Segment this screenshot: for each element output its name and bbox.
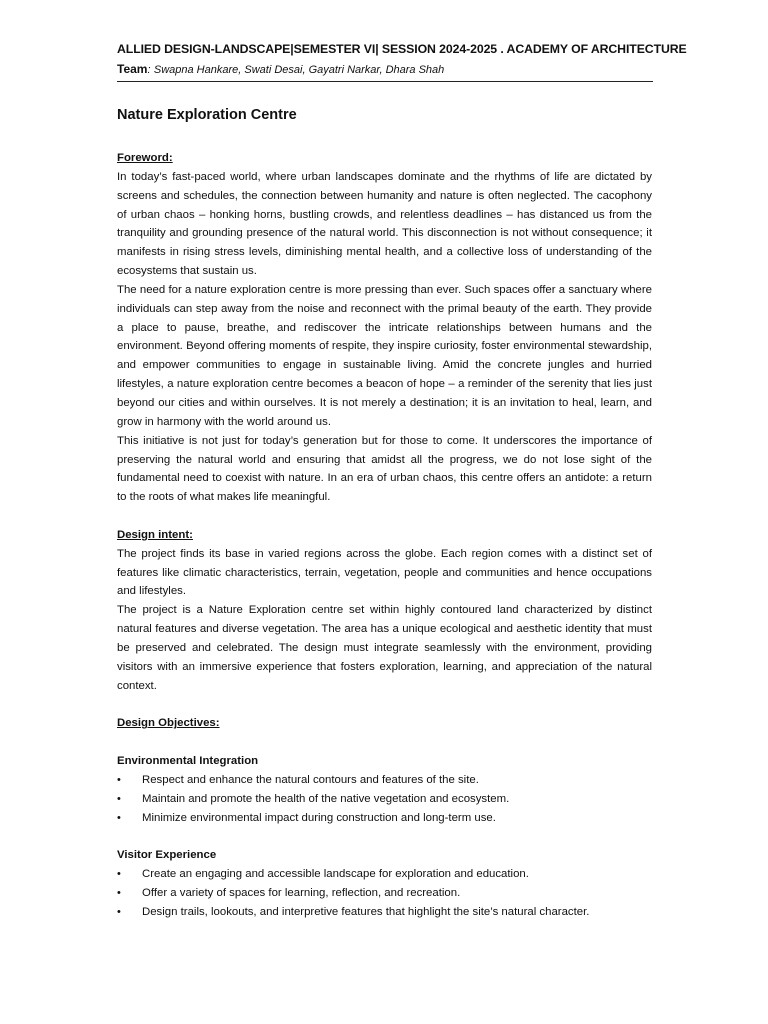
list-item-text: Minimize environmental impact during construction and long-term use.: [142, 811, 496, 824]
spacer: [117, 827, 652, 846]
bullet-icon: •: [117, 773, 121, 786]
bullet-icon: •: [117, 905, 121, 918]
list-item-text: Create an engaging and accessible landscape for exploration and education.: [142, 868, 529, 881]
foreword-paragraph: In today’s fast-paced world, where urban landscapes dominate and the rhythms of life are dictated by screens and schedules, the connection between humanity and nature is often neglected. The cacophony of urban chaos – honking horns, bustling crowds, and relentless deadlines – has distanced us from the tranquility and grounding presence of the natural world. This disconnection is not without consequence; it manifests in rising stress levels, diminishing mental health, and a collective loss of understanding of the ecosystems that sustain us.: [117, 170, 652, 278]
page-title: Nature Exploration Centre: [117, 107, 297, 123]
list-item-text: Respect and enhance the natural contours and features of the site.: [142, 773, 479, 786]
list-item: [117, 884, 652, 903]
objective-group-title: Environmental Integration: [117, 755, 259, 767]
team-names: Swapna Hankare, Swati Desai, Gayatri Narkar, Dhara Shah: [153, 64, 445, 76]
objective-list: [117, 865, 652, 922]
list-item-text: Design trails, lookouts, and interpretive features that highlight the site’s natural character.: [142, 905, 590, 918]
design-intent-paragraph: The project is a Nature Exploration centre set within highly contoured land characterized by distinct natural features and diverse vegetation. The area has a unique ecological and aesthetic identity that must be preserved and celebrated. The design must integrate seamlessly with the environment, providing visitors with an immersive experience that fosters exploration, learning, and appreciation of the natural context.: [117, 604, 652, 692]
header-course-line: ALLIED DESIGN-LANDSCAPE|SEMESTER VI| SESSION 2024-2025 . ACADEMY OF ARCHITECTURE: [117, 42, 687, 56]
spacer: [117, 695, 652, 714]
design-intent-paragraph: The project finds its base in varied regions across the globe. Each region comes with a distinct set of features like climatic characteristics, terrain, vegetation, people and communities and hence occupations and lifestyles.: [117, 547, 652, 598]
list-item: [117, 771, 652, 790]
list-item-text: Offer a variety of spaces for learning, reflection, and recreation.: [142, 886, 461, 899]
spacer: [117, 733, 652, 752]
objective-group-title: Visitor Experience: [117, 849, 217, 862]
list-item-text: Maintain and promote the health of the native vegetation and ecosystem.: [142, 792, 510, 805]
header-divider: [117, 81, 653, 82]
foreword-heading: Foreword:: [117, 152, 173, 164]
bullet-icon: •: [117, 792, 121, 805]
team-label: Team: [117, 62, 148, 76]
bullet-icon: •: [117, 886, 121, 899]
design-objectives-heading: Design Objectives:: [117, 717, 220, 730]
bullet-icon: •: [117, 868, 121, 881]
foreword-paragraph: This initiative is not just for today’s generation but for those to come. It underscores the importance of preserving the natural world and ensuring that amidst all the progress, we do not lose sight of the fundamental need to coexist with nature. In an era of urban chaos, this centre offers an antidote: a return to the roots of what makes life meaningful.: [117, 434, 652, 504]
document-body: [117, 149, 652, 922]
header-team-line: [117, 62, 444, 76]
list-item: [117, 809, 652, 828]
team-colon: :: [147, 64, 151, 76]
list-item: [117, 903, 652, 922]
list-item: [117, 790, 652, 809]
list-item: [117, 865, 652, 884]
foreword-paragraph: The need for a nature exploration centre is more pressing than ever. Such spaces offer a sanctuary where individuals can step away from the noise and reconnect with the primal beauty of the earth. They provide a place to pause, breathe, and rediscover the intricate relationships between humans and the environment. Beyond offering moments of respite, they inspire curiosity, foster environmental stewardship, and empower communities to engage in sustainable living. Amid the concrete jungles and hurried lifestyles, a nature exploration centre becomes a beacon of hope – a reminder of the serenity that lies just beyond our cities and within ourselves. It is not merely a destination; it is an invitation to heal, learn, and grow in harmony with the world around us.: [117, 283, 652, 428]
objective-list: [117, 771, 652, 828]
bullet-icon: •: [117, 811, 121, 824]
spacer: [117, 507, 652, 526]
design-intent-heading: Design intent:: [117, 528, 193, 541]
